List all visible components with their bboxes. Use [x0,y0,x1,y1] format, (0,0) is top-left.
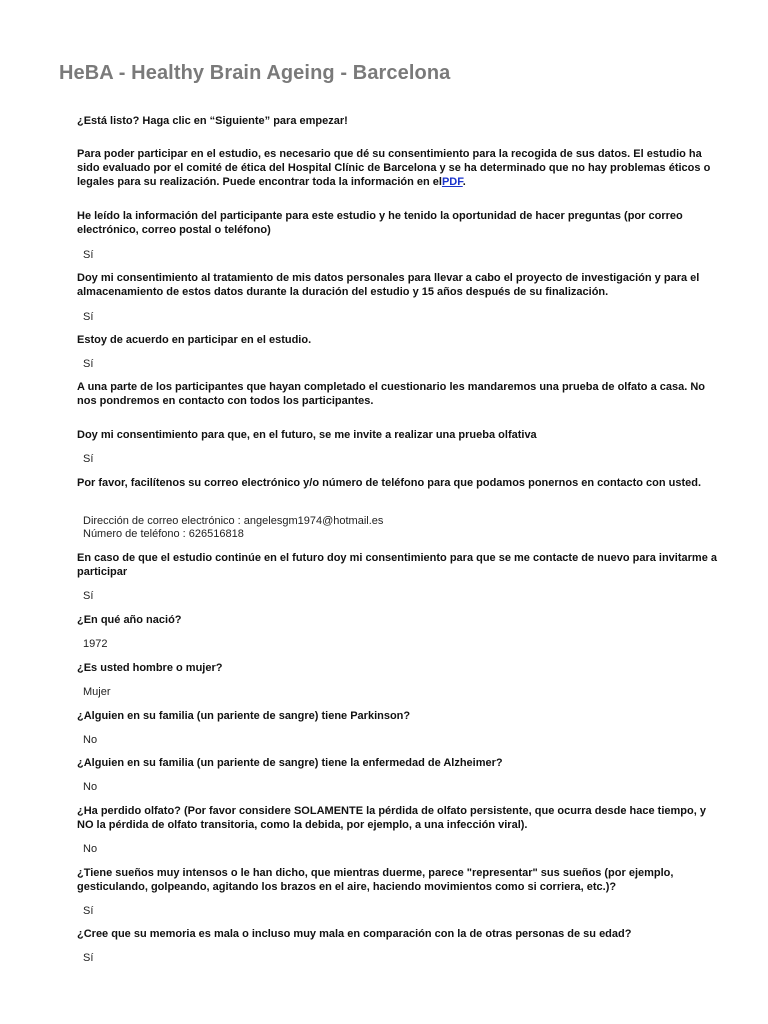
answer-data-processing-consent: Sí [83,311,94,323]
question-data-processing-consent: Doy mi consentimiento al tratamiento de mis datos personales para llevar a cabo el proyecto de investigación y para el almacenamiento de estos datos durante la duración del estudio y 15 años después de su finalización. [77,272,700,298]
answer-birth-year: 1972 [83,638,108,650]
answer-memory: Sí [83,952,94,964]
page-title: HeBA - Healthy Brain Ageing - Barcelona [59,62,451,84]
answer-participant-info: Sí [83,249,94,261]
question-smell-test-invite: Doy mi consentimiento para que, en el futuro, se me invite a realizar una prueba olfativa [77,429,537,441]
answer-smell-test-invite: Sí [83,453,94,465]
consent-paragraph [77,147,717,189]
answer-intense-dreams: Sí [83,905,94,917]
answer-email: Dirección de correo electrónico : angelesgm1974@hotmail.es [83,515,384,527]
question-family-alzheimer: ¿Alguien en su familia (un pariente de sangre) tiene la enfermedad de Alzheimer? [77,757,503,769]
smell-test-info: A una parte de los participantes que hayan completado el cuestionario les mandaremos una prueba de olfato a casa. No nos pondremos en contacto con todos los participantes. [77,381,705,407]
answer-agree-participate: Sí [83,358,94,370]
answer-phone: Número de teléfono : 626516818 [83,528,244,540]
consent-text: Para poder participar en el estudio, es necesario que dé su consentimiento para la recogida de sus datos. El estudio ha sido evaluado por el comité de ética del Hospital Clínic de Barcelona y se ha determinado que no hay problemas éticos o legales para su realización. Puede encontrar toda la información en el [77,148,711,188]
consent-text-end: . [462,176,466,188]
question-participant-info: He leído la información del participante para este estudio y he tenido la oportunidad de hacer preguntas (por correo electrónico, correo postal o teléfono) [77,210,683,236]
pdf-link[interactable]: PDF [441,176,463,188]
answer-gender: Mujer [83,686,111,698]
question-gender: ¿Es usted hombre o mujer? [77,662,223,674]
question-intense-dreams: ¿Tiene sueños muy intensos o le han dicho, que mientras duerme, parece "representar" sus sueños (por ejemplo, gesticulando, golpeando, agitando los brazos en el aire, haciendo movimientos como si corriera, etc.)? [77,867,674,893]
answer-smell-loss: No [83,843,98,855]
answer-family-parkinson: No [83,734,98,746]
question-smell-loss: ¿Ha perdido olfato? (Por favor considere SOLAMENTE la pérdida de olfato persistente, que ocurra desde hace tiempo, y NO la pérdida de olfato transitoria, como la debida, por ejemplo, a una infección viral). [77,805,706,831]
question-future-contact: En caso de que el estudio continúe en el futuro doy mi consentimiento para que se me contacte de nuevo para invitarme a participar [77,552,717,578]
intro-text: ¿Está listo? Haga clic en “Siguiente” para empezar! [77,115,348,127]
answer-family-alzheimer: No [83,781,98,793]
question-birth-year: ¿En qué año nació? [77,614,182,626]
question-memory: ¿Cree que su memoria es mala o incluso muy mala en comparación con la de otras personas de su edad? [77,928,632,940]
question-contact-details: Por favor, facilítenos su correo electrónico y/o número de teléfono para que podamos ponernos en contacto con usted. [77,477,702,489]
answer-future-contact: Sí [83,590,94,602]
question-family-parkinson: ¿Alguien en su familia (un pariente de sangre) tiene Parkinson? [77,710,411,722]
question-agree-participate: Estoy de acuerdo en participar en el estudio. [77,334,312,346]
